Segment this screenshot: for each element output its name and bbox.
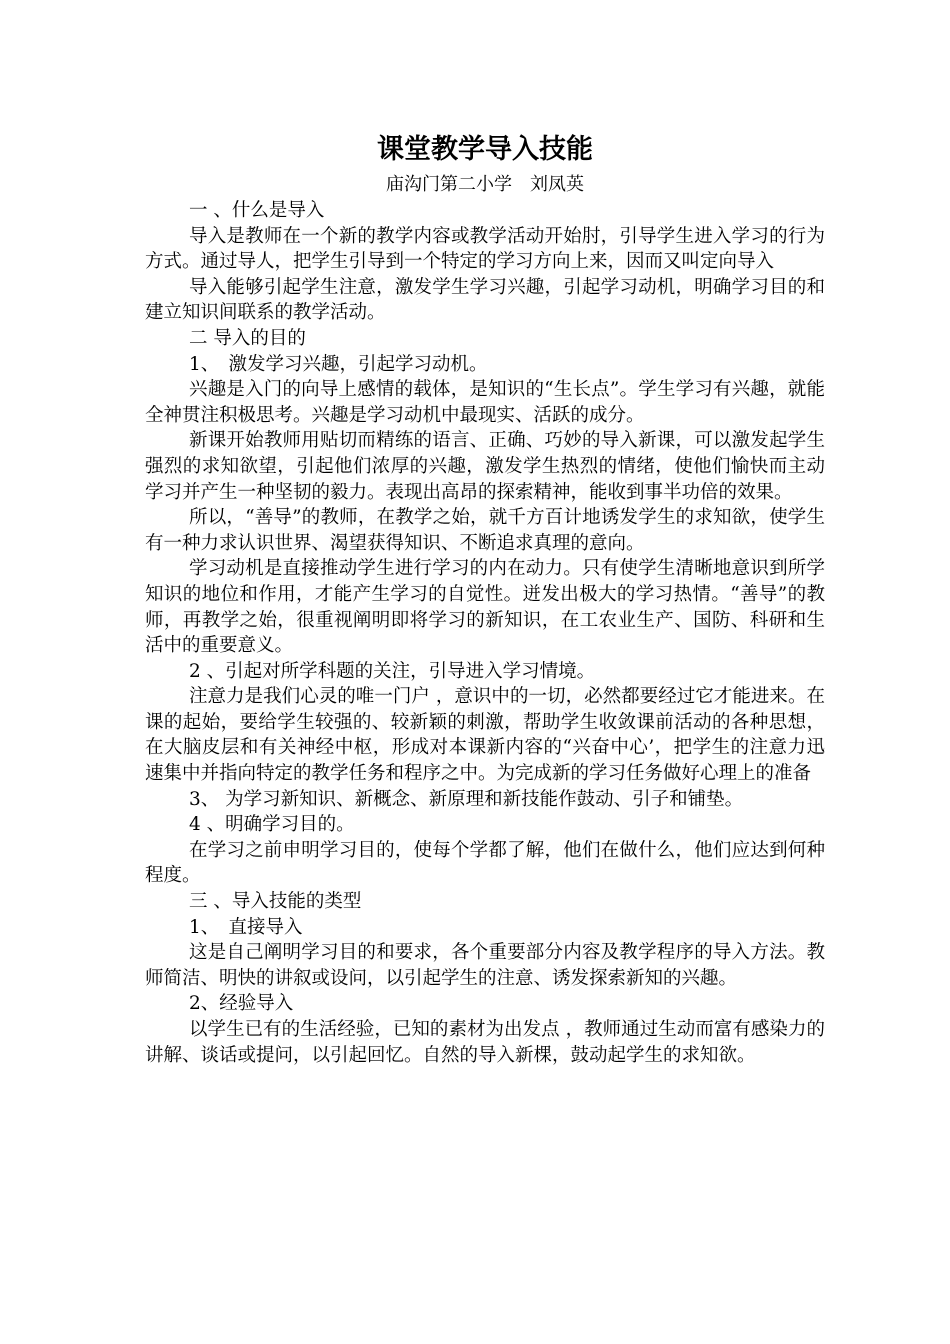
subheading-experience-intro: 2、经验导入 [189,993,294,1015]
paragraph: 以学生已有的生活经验，已知的素材为出发点 ，教师通过生动而富有感染力的讲解、谈话或提问，以引起回忆。自然的导入新棵，鼓动起学生的求知欲。 [145,1019,825,1066]
heading-types: 三 、导入技能的类型 [189,891,362,913]
paragraph: 学习动机是直接推动学生进行学习的内在动力。只有使学生清晰地意识到所学知识的地位和作用，才能产生学习的自觉性。迸发出极大的学习热情。“善导”的教师，再教学之始，很重视阐明即将学习的新知识，在工农业生产、国防、科研和生活中的重要意义。 [145,558,825,657]
subheading-item-1: 1、 激发学习兴趣，引起学习动机。 [189,353,488,375]
paragraph: 注意力是我们心灵的唯一门户 ，意识中的一切，必然都要经过它才能进来。在课的起始，要给学生较强的、较新颖的刺激，帮助学生收敛课前活动的各种思想，在大脑皮层和有关神经中枢，形成对本课新内容的“兴奋中心’，把学生的注意力迅速集中并指向特定的教学任务和程序之中。为完成新的学习任务做好心理上的准备 [145,686,825,785]
paragraph: 所以，“善导”的教师，在教学之始，就千方百计地诱发学生的求知欲，使学生有一种力求认识世界、渴望获得知识、不断追求真理的意向。 [145,507,825,554]
paragraph: 在学习之前申明学习目的，使每个学都了解，他们在做什么，他们应达到何种程度。 [145,839,825,887]
paragraph: 新课开始教师用贴切而精练的语言、正确、巧妙的导入新课，可以激发起学生强烈的求知欲望，引起他们浓厚的兴趣，激发学生热烈的情绪，使他们愉快而主动学习并产生一种坚韧的毅力。表现出高昂的探索精神，能收到事半功倍的效果。 [145,430,825,503]
document-title: 课堂教学导入技能 [377,134,593,165]
heading-what-is-intro: 一 、什么是导入 [189,200,325,221]
subheading-item-3: 3、 为学习新知识、新概念、新原理和新技能作鼓动、引子和铺垫。 [189,788,744,810]
paragraph: 这是自己阐明学习目的和要求，各个重要部分内容及教学程序的导入方法。教师简洁、明快的讲叙或设问，以引起学生的注意、诱发探索新知的兴趣。 [145,942,825,989]
document-author: 庙沟门第二小学 刘凤英 [386,174,584,195]
document-page [145,128,825,1068]
subheading-item-2: 2 、引起对所学科题的关注，引导进入学习情境。 [189,660,596,682]
paragraph: 导入能够引起学生注意，激发学生学习兴趣，引起学习动机，明确学习目的和建立知识间联系的教学活动。 [145,276,825,324]
paragraph: 导入是教师在一个新的教学内容或教学活动开始肘，引导学生进入学习的行为方式。通过导人，把学生引导到一个特定的学习方向上来，因而又叫定向导入 [145,225,825,273]
paragraph: 兴趣是入门的向导上感情的载体，是知识的“生长点”。学生学习有兴趣，就能全神贯注积极思考。兴趣是学习动机中最现实、活跃的成分。 [145,379,825,426]
subheading-item-4: 4 、明确学习目的。 [189,814,355,836]
subheading-direct-intro: 1、 直接导入 [189,916,303,938]
heading-purpose: 二 导入的目的 [189,327,306,349]
